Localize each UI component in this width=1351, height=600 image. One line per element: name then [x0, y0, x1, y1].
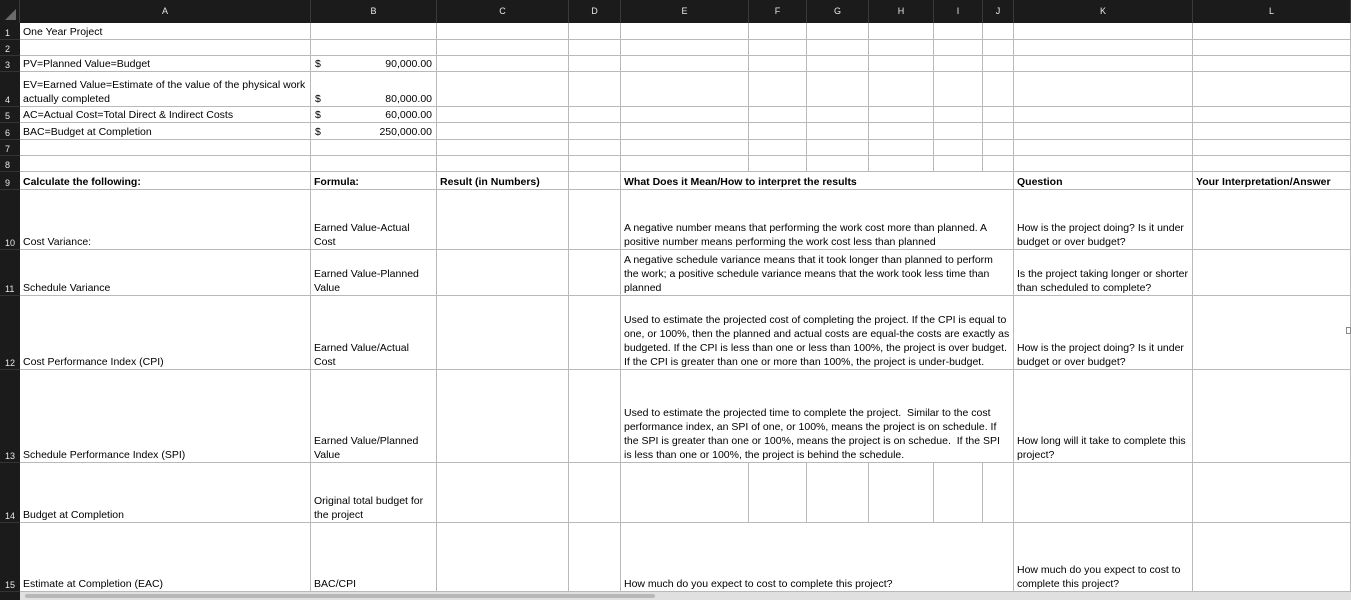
cell-b3[interactable] — [311, 56, 437, 72]
cell-e8[interactable] — [621, 156, 749, 172]
cell-e6[interactable] — [621, 123, 749, 140]
cell-text: Question — [1017, 176, 1063, 188]
scrollbar-thumb[interactable] — [25, 594, 655, 598]
cell-e2[interactable] — [621, 40, 749, 56]
cell-e14[interactable] — [621, 463, 749, 523]
cell-f8[interactable] — [749, 156, 807, 172]
cell-k7[interactable] — [1014, 140, 1193, 156]
cell-c10[interactable] — [437, 190, 569, 250]
row-header-4[interactable]: 4 — [0, 72, 20, 107]
cell-a5[interactable] — [20, 107, 311, 123]
cell-b10[interactable] — [311, 190, 437, 250]
row-header-3[interactable]: 3 — [0, 56, 20, 72]
cell-k4[interactable] — [1014, 72, 1193, 107]
cell-a12[interactable] — [20, 296, 311, 370]
row-header-13[interactable]: 13 — [0, 370, 20, 463]
cell-text: PV=Planned Value=Budget — [23, 58, 151, 70]
cell-d15[interactable] — [569, 523, 621, 592]
cell-i2[interactable] — [934, 40, 983, 56]
row-header-15[interactable]: 15 — [0, 523, 20, 592]
column-header-f[interactable]: F — [749, 0, 807, 23]
cell-i8[interactable] — [934, 156, 983, 172]
cell-k6[interactable] — [1014, 123, 1193, 140]
cell-l8[interactable] — [1193, 156, 1351, 172]
cell-h4[interactable] — [869, 72, 934, 107]
row-header-1[interactable]: 1 — [0, 23, 20, 40]
cell-d13[interactable] — [569, 370, 621, 463]
column-header-d[interactable]: D — [569, 0, 621, 23]
cell-a10[interactable] — [20, 190, 311, 250]
cell-j7[interactable] — [983, 140, 1014, 156]
cell-text: Schedule Variance — [23, 282, 111, 294]
cell-l11[interactable] — [1193, 250, 1351, 296]
cell-text: How much do you expect to cost to complete this project? — [1017, 564, 1184, 590]
cell-k5[interactable] — [1014, 107, 1193, 123]
cell-f2[interactable] — [749, 40, 807, 56]
cell-text: EV=Earned Value=Estimate of the value of the physical work actually completed — [23, 79, 309, 105]
cell-j1[interactable] — [983, 23, 1014, 40]
cell-i3[interactable] — [934, 56, 983, 72]
cell-h5[interactable] — [869, 107, 934, 123]
cell-j3[interactable] — [983, 56, 1014, 72]
cell-text: How long will it take to complete this project? — [1017, 435, 1189, 461]
cell-e7[interactable] — [621, 140, 749, 156]
cell-a3[interactable] — [20, 56, 311, 72]
row-header-7[interactable]: 7 — [0, 140, 20, 156]
cell-value: 90,000.00 — [385, 58, 432, 70]
cell-g2[interactable] — [807, 40, 869, 56]
cell-i14[interactable] — [934, 463, 983, 523]
cell-text: Calculate the following: — [23, 176, 141, 188]
cell-l2[interactable] — [1193, 40, 1351, 56]
cell-text: Your Interpretation/Answer — [1196, 176, 1331, 188]
cell-b2[interactable] — [311, 40, 437, 56]
cell-l3[interactable] — [1193, 56, 1351, 72]
cell-f5[interactable] — [749, 107, 807, 123]
cell-text: Is the project taking longer or shorter than scheduled to complete? — [1017, 268, 1191, 294]
cell-d5[interactable] — [569, 107, 621, 123]
cell-text: Result (in Numbers) — [440, 176, 540, 188]
row-header-8[interactable]: 8 — [0, 156, 20, 172]
cell-l1[interactable] — [1193, 23, 1351, 40]
cell-c11[interactable] — [437, 250, 569, 296]
cell-b13[interactable] — [311, 370, 437, 463]
cell-text: AC=Actual Cost=Total Direct & Indirect Costs — [23, 109, 234, 121]
row-header-5[interactable]: 5 — [0, 107, 20, 123]
row-header-10[interactable]: 10 — [0, 190, 20, 250]
row-header-9[interactable]: 9 — [0, 172, 20, 190]
cell-a8[interactable] — [20, 156, 311, 172]
cell-d1[interactable] — [569, 23, 621, 40]
cell-b11[interactable] — [311, 250, 437, 296]
cell-text: How is the project doing? Is it under budget or over budget? — [1017, 342, 1187, 368]
cell-text: Cost Performance Index (CPI) — [23, 356, 164, 368]
cell-text: BAC=Budget at Completion — [23, 126, 152, 138]
cell-c7[interactable] — [437, 140, 569, 156]
cell-text: How much do you expect to cost to complete this project? — [624, 578, 893, 590]
cell-b4[interactable] — [311, 72, 437, 107]
cell-a7[interactable] — [20, 140, 311, 156]
currency-symbol: $ — [315, 58, 321, 70]
cell-d7[interactable] — [569, 140, 621, 156]
cell-f4[interactable] — [749, 72, 807, 107]
cell-h14[interactable] — [869, 463, 934, 523]
cell-d2[interactable] — [569, 40, 621, 56]
cell-text: Cost Variance: — [23, 236, 92, 248]
cell-f14[interactable] — [749, 463, 807, 523]
column-header-i[interactable]: I — [934, 0, 983, 23]
cell-text: Schedule Performance Index (SPI) — [23, 449, 186, 461]
cell-c1[interactable] — [437, 23, 569, 40]
cell-b12[interactable] — [311, 296, 437, 370]
cell-l14[interactable] — [1193, 463, 1351, 523]
cell-l10[interactable] — [1193, 190, 1351, 250]
cell-e15[interactable] — [621, 523, 1014, 592]
cell-d8[interactable] — [569, 156, 621, 172]
cell-a6[interactable] — [20, 123, 311, 140]
cell-value: 60,000.00 — [385, 109, 432, 121]
cell-g8[interactable] — [807, 156, 869, 172]
cell-h2[interactable] — [869, 40, 934, 56]
cell-g4[interactable] — [807, 72, 869, 107]
row-header-16[interactable] — [0, 592, 20, 600]
cell-text: Earned Value/Planned Value — [314, 435, 422, 461]
cell-b8[interactable] — [311, 156, 437, 172]
cell-b14[interactable] — [311, 463, 437, 523]
cell-h1[interactable] — [869, 23, 934, 40]
cell-j8[interactable] — [983, 156, 1014, 172]
cell-c5[interactable] — [437, 107, 569, 123]
column-header-k[interactable]: K — [1014, 0, 1193, 23]
cell-e12[interactable] — [621, 296, 1014, 370]
cell-text: A negative number means that performing the work cost more than planned. A positive number means performing the work cost less than planned — [624, 222, 990, 248]
cell-g1[interactable] — [807, 23, 869, 40]
cell-c8[interactable] — [437, 156, 569, 172]
cell-text: Earned Value/Actual Cost — [314, 342, 412, 368]
cell-k11[interactable] — [1014, 250, 1193, 296]
cell-a9[interactable] — [20, 172, 311, 190]
cell-l6[interactable] — [1193, 123, 1351, 140]
cell-d4[interactable] — [569, 72, 621, 107]
cell-k13[interactable] — [1014, 370, 1193, 463]
cell-g14[interactable] — [807, 463, 869, 523]
cell-f1[interactable] — [749, 23, 807, 40]
cell-l12[interactable] — [1193, 296, 1351, 370]
cell-value: 250,000.00 — [379, 126, 432, 138]
row-header-6[interactable]: 6 — [0, 123, 20, 140]
column-header-j[interactable]: J — [983, 0, 1014, 23]
cell-text: A negative schedule variance means that it took longer than planned to perform the work; a positive schedule variance means that the work took less time than planned — [624, 254, 996, 294]
cell-b6[interactable] — [311, 123, 437, 140]
cell-c9[interactable] — [437, 172, 569, 190]
cell-i7[interactable] — [934, 140, 983, 156]
cell-l7[interactable] — [1193, 140, 1351, 156]
cell-a11[interactable] — [20, 250, 311, 296]
cell-text: Estimate at Completion (EAC) — [23, 578, 164, 590]
cell-f7[interactable] — [749, 140, 807, 156]
cell-text: Formula: — [314, 176, 359, 188]
cell-c13[interactable] — [437, 370, 569, 463]
cell-e11[interactable] — [621, 250, 1014, 296]
cell-e5[interactable] — [621, 107, 749, 123]
cell-b5[interactable] — [311, 107, 437, 123]
cell-e4[interactable] — [621, 72, 749, 107]
column-header-c[interactable]: C — [437, 0, 569, 23]
cell-a13[interactable] — [20, 370, 311, 463]
row-header-14[interactable]: 14 — [0, 463, 20, 523]
cell-b1[interactable] — [311, 23, 437, 40]
cell-k12[interactable] — [1014, 296, 1193, 370]
cell-j6[interactable] — [983, 123, 1014, 140]
cell-j2[interactable] — [983, 40, 1014, 56]
cell-k10[interactable] — [1014, 190, 1193, 250]
currency-symbol: $ — [315, 93, 321, 105]
cell-i6[interactable] — [934, 123, 983, 140]
cell-k14[interactable] — [1014, 463, 1193, 523]
cell-b7[interactable] — [311, 140, 437, 156]
cell-text: Original total budget for the project — [314, 495, 427, 521]
cell-i5[interactable] — [934, 107, 983, 123]
cell-c3[interactable] — [437, 56, 569, 72]
column-header-b[interactable]: B — [311, 0, 437, 23]
cell-d10[interactable] — [569, 190, 621, 250]
cell-j14[interactable] — [983, 463, 1014, 523]
cell-k1[interactable] — [1014, 23, 1193, 40]
cell-j5[interactable] — [983, 107, 1014, 123]
row-header-12[interactable]: 12 — [0, 296, 20, 370]
cell-value: 80,000.00 — [385, 93, 432, 105]
currency-symbol: $ — [315, 126, 321, 138]
select-all-corner[interactable] — [0, 0, 20, 23]
currency-symbol: $ — [315, 109, 321, 121]
cell-h6[interactable] — [869, 123, 934, 140]
cell-a15[interactable] — [20, 523, 311, 592]
cell-c12[interactable] — [437, 296, 569, 370]
cell-k2[interactable] — [1014, 40, 1193, 56]
cell-text: BAC/CPI — [314, 578, 357, 590]
cell-b15[interactable] — [311, 523, 437, 592]
column-header-g[interactable]: G — [807, 0, 869, 23]
cell-d11[interactable] — [569, 250, 621, 296]
cell-d6[interactable] — [569, 123, 621, 140]
cell-c15[interactable] — [437, 523, 569, 592]
cell-k8[interactable] — [1014, 156, 1193, 172]
column-header-h[interactable]: H — [869, 0, 934, 23]
cell-a4[interactable] — [20, 72, 311, 107]
cell-c2[interactable] — [437, 40, 569, 56]
cell-a2[interactable] — [20, 40, 311, 56]
cell-g3[interactable] — [807, 56, 869, 72]
cell-g5[interactable] — [807, 107, 869, 123]
cell-text: One Year Project — [23, 26, 103, 38]
cell-l4[interactable] — [1193, 72, 1351, 107]
cell-e13[interactable] — [621, 370, 1014, 463]
cell-d3[interactable] — [569, 56, 621, 72]
cell-e10[interactable] — [621, 190, 1014, 250]
cell-h7[interactable] — [869, 140, 934, 156]
column-header-l[interactable]: L — [1193, 0, 1351, 23]
cell-text: What Does it Mean/How to interpret the results — [624, 176, 857, 188]
cell-text: Used to estimate the projected cost of completing the project. If the CPI is equal to one, or 100%, then the planned and actual costs are equal-the costs are exactly as budgeted. If the CPI is less than one or less than 100%, the project is over budget. If the CPI is greater than one or more than 100%, the project is under-budget. — [624, 314, 1013, 368]
cell-i4[interactable] — [934, 72, 983, 107]
cell-d14[interactable] — [569, 463, 621, 523]
cell-l15[interactable] — [1193, 523, 1351, 592]
cell-d9[interactable] — [569, 172, 621, 190]
cell-e9[interactable] — [621, 172, 1014, 190]
cell-l13[interactable] — [1193, 370, 1351, 463]
cell-c14[interactable] — [437, 463, 569, 523]
cell-g6[interactable] — [807, 123, 869, 140]
cell-c6[interactable] — [437, 123, 569, 140]
cell-g7[interactable] — [807, 140, 869, 156]
cell-text: Budget at Completion — [23, 509, 124, 521]
cell-text: Earned Value-Actual Cost — [314, 222, 413, 248]
cell-text: How is the project doing? Is it under budget or over budget? — [1017, 222, 1187, 248]
cell-c4[interactable] — [437, 72, 569, 107]
cell-text: Earned Value-Planned Value — [314, 268, 422, 294]
cell-d12[interactable] — [569, 296, 621, 370]
cell-a14[interactable] — [20, 463, 311, 523]
cell-k3[interactable] — [1014, 56, 1193, 72]
cell-l9[interactable] — [1193, 172, 1351, 190]
column-header-e[interactable]: E — [621, 0, 749, 23]
row-header-11[interactable]: 11 — [0, 250, 20, 296]
row-header-2[interactable]: 2 — [0, 40, 20, 56]
cell-h3[interactable] — [869, 56, 934, 72]
cell-i1[interactable] — [934, 23, 983, 40]
cell-k9[interactable] — [1014, 172, 1193, 190]
cell-e1[interactable] — [621, 23, 749, 40]
cell-f6[interactable] — [749, 123, 807, 140]
cell-e3[interactable] — [621, 56, 749, 72]
cell-text: Used to estimate the projected time to complete the project. Similar to the cost performance index, an SPI of one, or 100%, means the project is on schedule. If the SPI is greater than one or 100%, means the project is on schedue. If the SPI is less than one or 100%, the project is behind the schedule. — [624, 407, 1003, 461]
cell-b9[interactable] — [311, 172, 437, 190]
cell-a1[interactable] — [20, 23, 311, 40]
cell-k15[interactable] — [1014, 523, 1193, 592]
column-header-a[interactable]: A — [20, 0, 311, 23]
cell-h8[interactable] — [869, 156, 934, 172]
cell-l5[interactable] — [1193, 107, 1351, 123]
resize-handle[interactable] — [1346, 327, 1351, 334]
cell-j4[interactable] — [983, 72, 1014, 107]
cell-f3[interactable] — [749, 56, 807, 72]
